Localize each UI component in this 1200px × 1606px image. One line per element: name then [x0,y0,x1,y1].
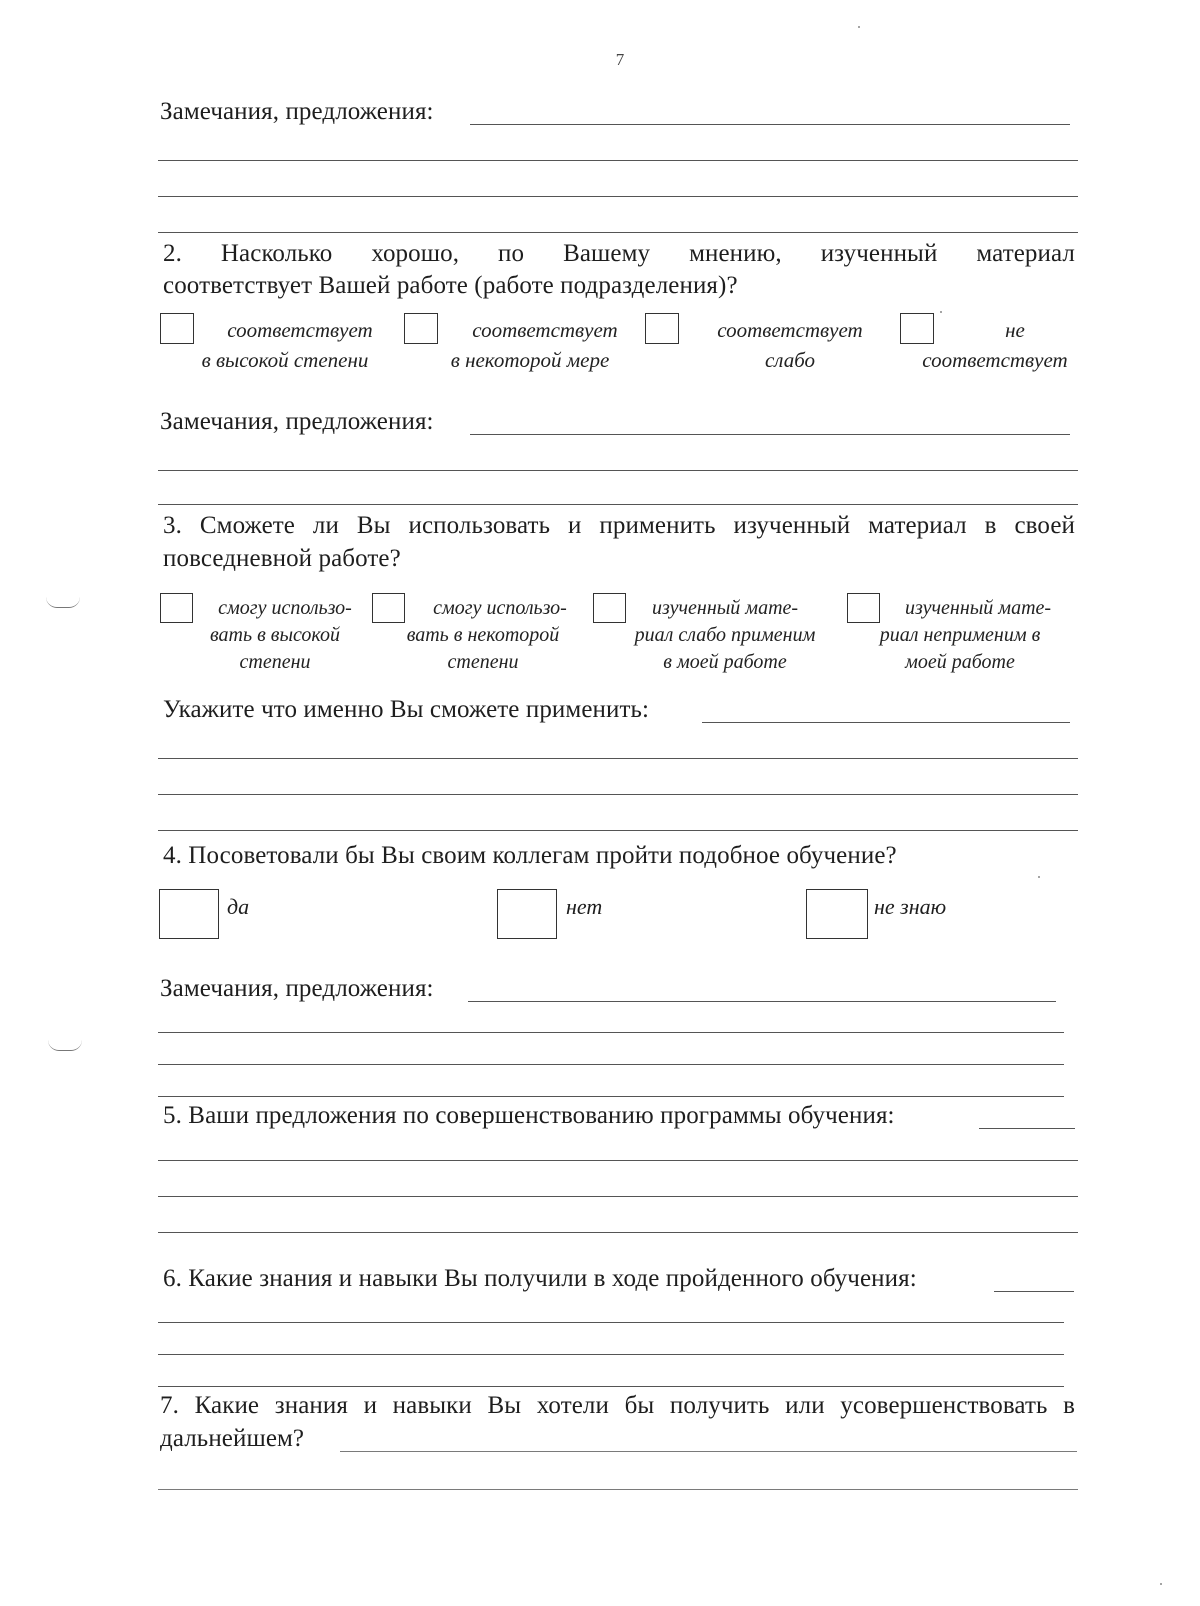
scan-speck [1160,1583,1162,1585]
option-label: изученный мате- [904,597,1052,619]
option-label: степени [239,651,311,673]
punch-hole-mark [48,1040,82,1051]
remarks-input-line[interactable] [470,434,1070,435]
remarks-line[interactable] [158,232,1078,233]
q5-line[interactable] [158,1232,1078,1233]
option-label: соответствует [227,318,373,342]
q6-input-line[interactable] [994,1291,1074,1292]
word: по [498,240,525,267]
option-label: в некоторой мере [450,348,610,372]
remarks-label: Замечания, предложения: [160,408,434,435]
q5-line[interactable] [158,1196,1078,1197]
apply-line[interactable] [158,794,1078,795]
apply-line[interactable] [158,830,1078,831]
option-label: в моей работе [663,651,787,673]
word: изученный [820,240,938,267]
question-4: 4. Посоветовали бы Вы своим коллегам пройти подобное обучение? [163,842,897,869]
question-3-line-1: 3. Сможете ли Вы использовать и применить изученный материал в своей [163,512,1075,539]
option-label: изученный мате- [651,597,799,619]
q5-line[interactable] [158,1160,1078,1161]
word: материал [976,240,1075,267]
remarks-line[interactable] [158,1032,1064,1033]
q7-line[interactable] [158,1489,1078,1490]
remarks-input-line[interactable] [468,1001,1056,1002]
remarks-line[interactable] [158,504,1078,505]
word: Насколько [220,240,333,267]
remarks-input-line[interactable] [470,124,1070,125]
apply-label: Укажите что именно Вы сможете применить: [163,696,650,723]
question-7-line-2: дальнейшем? [160,1425,305,1452]
q6-line[interactable] [158,1386,1064,1387]
question-2-line-2: соответствует Вашей работе (работе подразделения)? [163,272,738,299]
checkbox-q2-none[interactable] [900,313,934,344]
q5-input-line[interactable] [979,1128,1075,1129]
scan-speck [858,26,860,28]
option-label: вать в некоторой [406,624,560,646]
option-label: в высокой степени [201,348,369,372]
option-label: соответствует [922,348,1068,372]
remarks-line[interactable] [158,196,1078,197]
option-label: смогу использо- [433,597,567,619]
option-label: не знаю [874,894,947,919]
question-3-line-2: повседневной работе? [163,545,401,572]
option-label: смогу использо- [218,597,352,619]
remarks-line[interactable] [158,160,1078,161]
option-label: не [1005,318,1025,342]
remarks-label: Замечания, предложения: [160,975,434,1002]
option-label: нет [566,894,603,919]
question-2-line-1 [163,238,1075,270]
remarks-line[interactable] [158,470,1078,471]
word: хорошо, [371,240,460,267]
option-label: моей работе [905,651,1015,673]
checkbox-q2-high[interactable] [160,313,194,344]
apply-input-line[interactable] [702,722,1070,723]
page-number: 7 [615,50,625,69]
checkbox-q3-none[interactable] [847,593,880,623]
question-7-line-1: 7. Какие знания и навыки Вы хотели бы получить или усовершенствовать в [160,1392,1075,1419]
punch-hole-mark [46,597,80,608]
option-label: соответствует [472,318,618,342]
checkbox-q4-dontknow[interactable] [806,889,868,939]
scan-speck [1038,876,1040,878]
question-5: 5. Ваши предложения по совершенствованию программы обучения: [163,1102,895,1129]
q7-input-line[interactable] [340,1451,1077,1452]
remarks-line[interactable] [158,1064,1064,1065]
word: Вашему [563,240,651,267]
option-label: риал неприменим в [879,624,1041,646]
option-label: да [227,894,250,919]
option-label: соответствует [717,318,863,342]
question-6: 6. Какие знания и навыки Вы получили в ходе пройденного обучения: [163,1265,917,1292]
remarks-line[interactable] [158,1096,1064,1097]
checkbox-q4-no[interactable] [497,889,557,939]
option-label: степени [447,651,519,673]
remarks-label: Замечания, предложения: [160,98,434,125]
word: 2. [163,240,182,267]
checkbox-q4-yes[interactable] [159,889,219,939]
option-label: слабо [764,348,816,372]
q6-line[interactable] [158,1322,1064,1323]
option-label: вать в высокой [210,624,340,646]
checkbox-q2-weak[interactable] [645,313,679,344]
q6-line[interactable] [158,1354,1064,1355]
apply-line[interactable] [158,758,1078,759]
option-label: риал слабо применим [634,624,816,646]
checkbox-q2-some[interactable] [404,313,438,344]
word: мнению, [689,240,782,267]
scan-speck [940,311,942,313]
checkbox-q3-weak[interactable] [593,593,626,623]
